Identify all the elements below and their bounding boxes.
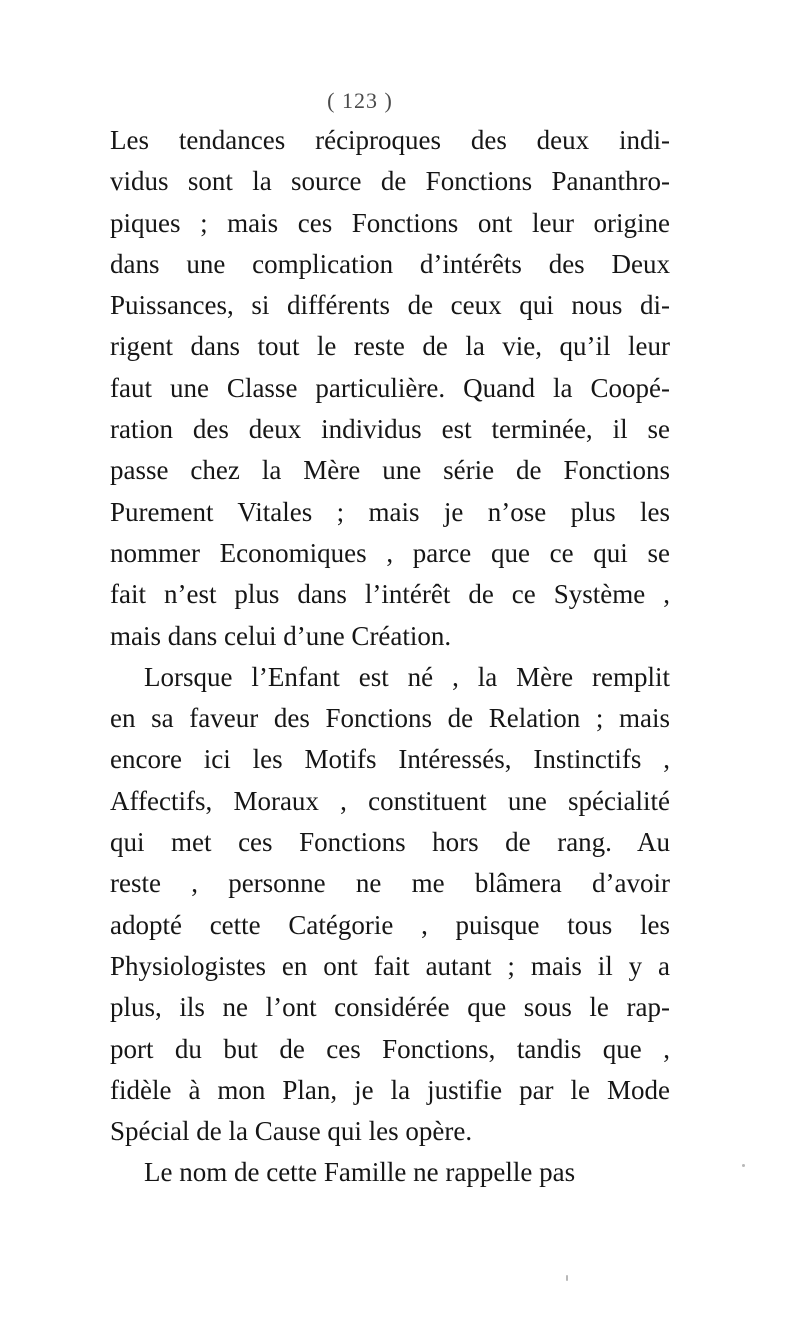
text-line: piques ; mais ces Fonctions ont leur origine (110, 207, 670, 238)
text-line: en sa faveur des Fonctions de Relation ; mais (110, 703, 670, 734)
text-line: Affectifs, Moraux , constituent une spécialité (110, 785, 670, 816)
text-line: plus, ils ne l’ont considérée que sous le rap- (110, 992, 670, 1023)
text-line: Lorsque l’Enfant est né , la Mère remplit (144, 661, 670, 692)
text-line: faut une Classe particulière. Quand la Coopé- (110, 372, 670, 403)
text-line: reste , personne ne me blâmera d’avoir (110, 868, 670, 899)
text-line: qui met ces Fonctions hors de rang. Au (110, 827, 670, 858)
text-line: nommer Economiques , parce que ce qui se (110, 537, 670, 568)
text-line: Puissances, si différents de ceux qui nous di- (110, 290, 670, 321)
text-line: dans une complication d’intérêts des Deux (110, 248, 670, 279)
body-text (110, 120, 670, 1194)
text-line: vidus sont la source de Fonctions Pananthro- (110, 166, 670, 197)
text-line: ration des deux individus est terminée, il se (110, 414, 670, 445)
text-line: Spécial de la Cause qui les opère. (110, 1116, 473, 1147)
paper-speck (742, 1164, 745, 1167)
text-line: Physiologistes en ont fait autant ; mais il y a (110, 950, 670, 981)
text-line: passe chez la Mère une série de Fonctions (110, 455, 670, 486)
text-line: Purement Vitales ; mais je n’ose plus les (110, 496, 670, 527)
text-line: port du but de ces Fonctions, tandis que , (110, 1033, 670, 1064)
page-number: ( 123 ) (327, 88, 393, 113)
text-line: adopté cette Catégorie , puisque tous les (110, 909, 670, 940)
paper-speck (566, 1275, 568, 1281)
text-line: rigent dans tout le reste de la vie, qu’il leur (110, 331, 670, 362)
text-line: fidèle à mon Plan, je la justifie par le Mode (110, 1074, 670, 1105)
text-line: fait n’est plus dans l’intérêt de ce Système , (110, 579, 670, 610)
text-line: Le nom de cette Famille ne rappelle pas (144, 1157, 576, 1188)
text-line: encore ici les Motifs Intéressés, Instinctifs , (110, 744, 670, 775)
text-line: Les tendances réciproques des deux indi- (110, 125, 670, 155)
text-line: mais dans celui d’une Création. (110, 620, 452, 651)
